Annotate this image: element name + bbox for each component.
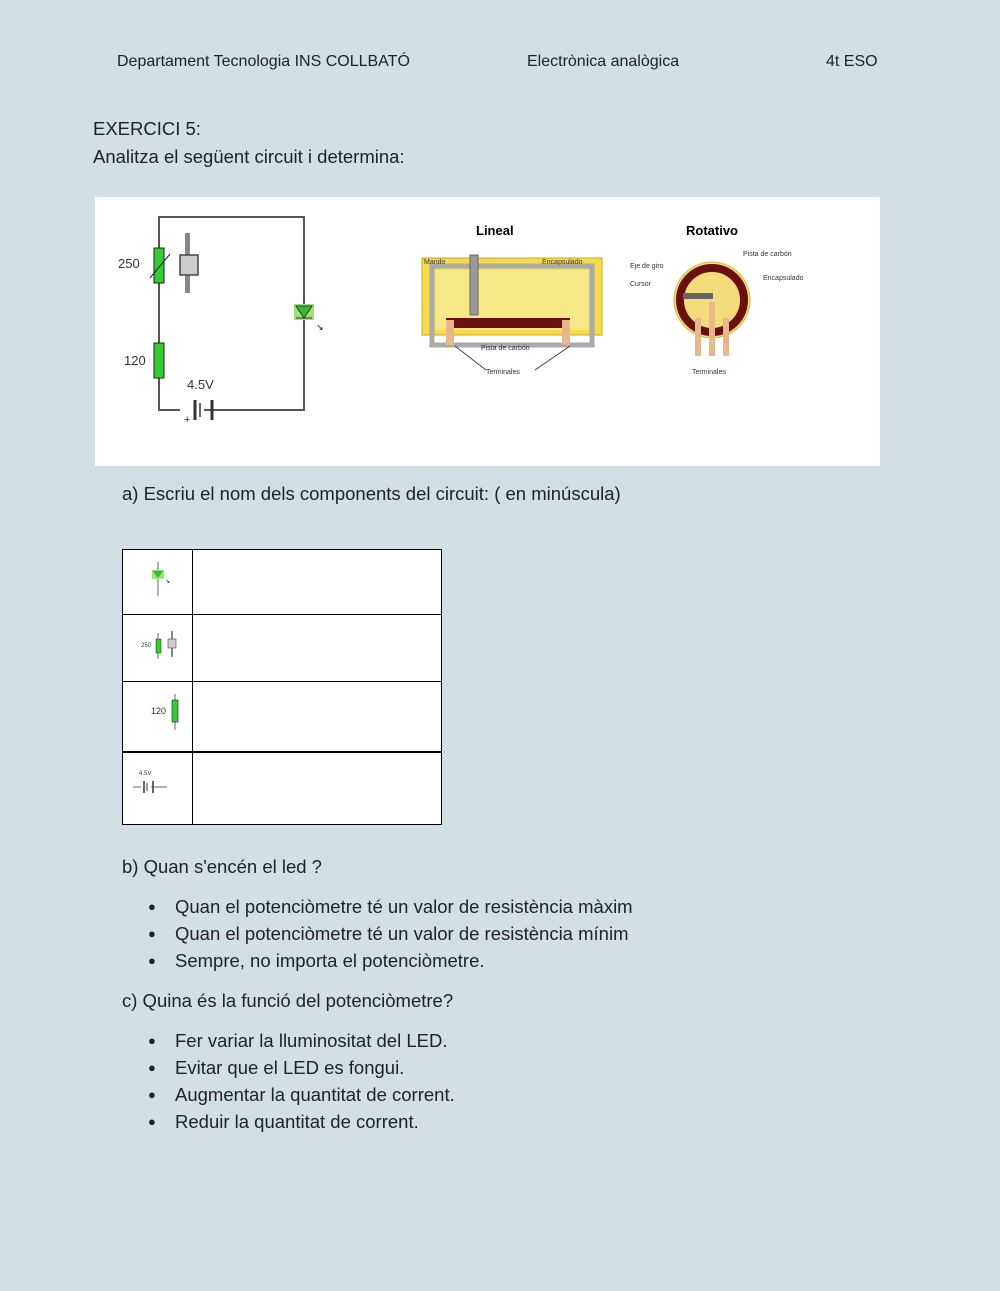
svg-text:Terminales: Terminales bbox=[486, 369, 520, 376]
rotary-potentiometer-diagram bbox=[630, 223, 804, 376]
table-row bbox=[123, 682, 442, 753]
svg-text:Rotativo: Rotativo bbox=[686, 223, 738, 238]
exercise-instruction: Analitza el següent circuit i determina: bbox=[93, 146, 405, 167]
options-c bbox=[122, 1027, 455, 1135]
svg-text:250: 250 bbox=[141, 643, 152, 649]
svg-text:Encapsulado: Encapsulado bbox=[763, 275, 804, 282]
option-b-2[interactable]: ● Quan el potenciòmetre té un valor de resistència mínim bbox=[122, 920, 633, 947]
table-row bbox=[123, 550, 442, 615]
svg-text:Pista de carbón: Pista de carbón bbox=[743, 251, 792, 258]
table-row bbox=[123, 752, 442, 825]
potentiometer-icon bbox=[123, 615, 193, 682]
table-row bbox=[123, 615, 442, 682]
svg-text:120: 120 bbox=[151, 706, 167, 716]
svg-text:Cursor: Cursor bbox=[630, 281, 652, 288]
svg-text:Lineal: Lineal bbox=[476, 223, 514, 238]
components-table bbox=[122, 549, 442, 825]
pot-label: 250 bbox=[118, 256, 140, 271]
circuit-figure bbox=[95, 197, 880, 466]
svg-text:Pista de carbón: Pista de carbón bbox=[481, 345, 530, 352]
resistor-symbol bbox=[154, 343, 164, 378]
question-b: b) Quan s'encén el led ? bbox=[122, 856, 322, 877]
answer-cell-potentiometer[interactable] bbox=[193, 615, 442, 682]
answer-cell-led[interactable] bbox=[193, 550, 442, 615]
options-b bbox=[122, 893, 633, 974]
slider-knob bbox=[180, 255, 198, 275]
option-c-3[interactable]: ● Augmentar la quantitat de corrent. bbox=[122, 1081, 455, 1108]
svg-text:4.5V: 4.5V bbox=[139, 771, 152, 777]
svg-text:Encapsulado: Encapsulado bbox=[542, 259, 583, 266]
svg-text:+: + bbox=[184, 414, 191, 426]
exercise-title: EXERCICI 5: bbox=[93, 118, 201, 139]
led-icon bbox=[123, 550, 193, 615]
led-symbol bbox=[294, 304, 324, 332]
option-b-3[interactable]: ● Sempre, no importa el potenciòmetre. bbox=[122, 947, 633, 974]
answer-cell-resistor[interactable] bbox=[193, 682, 442, 753]
header-course: 4t ESO bbox=[826, 53, 878, 70]
option-c-4[interactable]: ● Reduir la quantitat de corrent. bbox=[122, 1108, 455, 1135]
svg-text:Mando: Mando bbox=[424, 259, 446, 266]
svg-text:↘: ↘ bbox=[165, 579, 171, 585]
resistor-icon bbox=[123, 682, 193, 753]
svg-text:Terminales: Terminales bbox=[692, 369, 726, 376]
potentiometer-symbol bbox=[154, 248, 164, 283]
question-c: c) Quina és la funció del potenciòmetre? bbox=[122, 990, 454, 1011]
resistor-label: 120 bbox=[124, 353, 146, 368]
battery-label: 4.5V bbox=[187, 377, 214, 392]
circuit-diagram bbox=[118, 217, 324, 426]
question-a: a) Escriu el nom dels components del circuit: ( en minúscula) bbox=[122, 483, 621, 504]
answer-cell-battery[interactable] bbox=[193, 752, 442, 825]
linear-potentiometer-diagram bbox=[422, 223, 602, 376]
option-c-1[interactable]: ● Fer variar la lluminositat del LED. bbox=[122, 1027, 455, 1054]
option-b-1[interactable]: ● Quan el potenciòmetre té un valor de resistència màxim bbox=[122, 893, 633, 920]
svg-text:↘: ↘ bbox=[316, 322, 324, 332]
option-c-2[interactable]: ● Evitar que el LED es fongui. bbox=[122, 1054, 455, 1081]
svg-text:Eje de giro: Eje de giro bbox=[630, 263, 664, 270]
header-subject: Electrònica analògica bbox=[527, 53, 680, 70]
header-department: Departament Tecnologia INS COLLBATÓ bbox=[117, 53, 410, 70]
battery-icon bbox=[123, 752, 193, 825]
